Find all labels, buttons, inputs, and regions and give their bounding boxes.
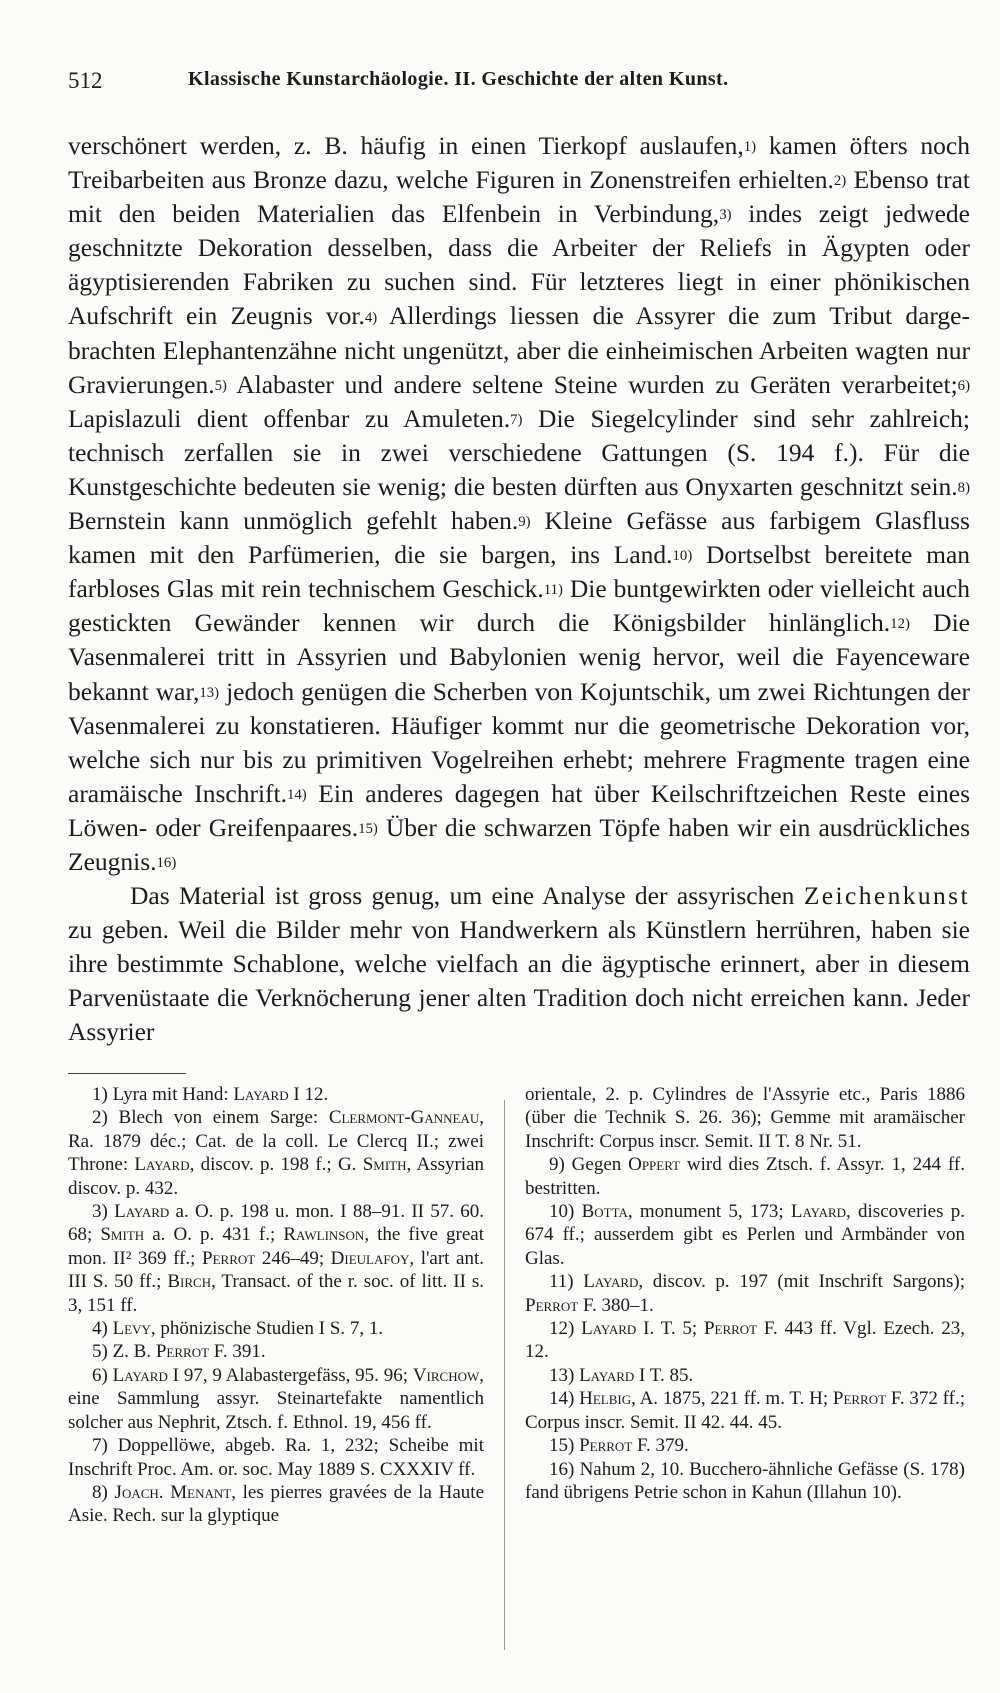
text-run: I 97, 9 Alabastergefäss, 95. 96; [167,1364,413,1386]
text-run: Doppellöwe, abgeb. Ra. 1, 232; Scheibe mit Inschrift Proc. Am. or. soc. May 1889 S. CXXXIV ff. [68,1435,484,1480]
footnote-ref-1: 1) [743,139,757,156]
author-name: Perrot [832,1388,887,1410]
footnote-ref-9: 9) [518,514,531,531]
footnote-2 [68,1106,484,1200]
author-name: Dieulafoy [330,1247,410,1269]
text-run: Das Material ist gross genug, um eine Analyse der assyrischen [130,881,804,911]
text-run: F. 379. [632,1435,689,1457]
footnote-number: 16) [549,1458,575,1480]
text-run: Allerdings liessen die Assyrer die zum Tribut dargebrachten Elephantenzähne nicht ungenützt, aber die einheimischen Arbeiten wagten nur Gravierungen. [68,301,970,399]
footnote-ref-5: 5) [214,377,227,394]
author-name: Layard [583,1271,639,1293]
text-run: F. 380–1. [578,1294,654,1316]
text-run: Die Siegelcylinder sind sehr zahlreich; technisch zerfallen sie in zwei verschiedene Gattungen (S. 194 f.). Für die Kunstgeschichte bedeuten sie wenig; die besten dürften aus Onyxarten geschnitzt sein. [68,403,970,501]
text-run: , phönizische Studien I S. 7, 1. [150,1318,384,1340]
text-run: Bernstein kann unmöglich gefehlt haben. [68,506,519,536]
footnote-ref-13: 13) [199,684,220,701]
footnote-number: 13) [549,1364,575,1386]
footnote-number: 6) [92,1364,108,1386]
author-name: Helbig [579,1388,632,1410]
text-run: jedoch genügen die Scherben von Kojuntschik, um zwei Richtungen der Vasenmalerei zu konstatieren. Häufiger kommt nur die geometrische Dekoration vor, welche sich nur bis zu primitiven Vogelreihen erhebt; mehrere Fragmente tragen eine aramäische Inschrift. [68,676,970,808]
text-run: kamen öfters noch Treibarbeiten aus Bronze dazu, welche Figuren in Zonenstreifen erhielten. [68,131,970,195]
page-number: 512 [68,68,103,93]
running-title: Klassische Kunstarchäologie. II. Geschichte der alten Kunst. [188,68,729,90]
author-name: Oppert [628,1154,681,1176]
footnote-number: 9) [549,1154,565,1176]
author-name: Clermont-Ganneau [328,1107,480,1129]
footnote-number: 2) [92,1107,108,1129]
author-name: Joach. Menant [114,1481,232,1503]
footnote-number: 1) [92,1084,108,1105]
footnote-5 [68,1340,484,1363]
text-run: a. O. p. 431 f.; [144,1224,284,1246]
author-name: Layard [581,1318,637,1340]
text-run: , l'art ant. III S. 50 ff.; [68,1247,484,1293]
text-run [574,1201,581,1222]
footnote-number: 15) [549,1435,575,1457]
author-name: Perrot [202,1247,256,1269]
footnote-ref-7: 7) [510,411,523,428]
text-run: Über die schwarzen Töpfe haben wir ein ausdrückliches Zeugnis. [68,812,970,876]
footnote-ref-8: 8) [957,479,970,496]
footnote-16 [525,1458,965,1505]
text-run: Die buntgewirkten oder vielleicht auch gestickten Gewänder kennen wir durch die Königsbilder hinlänglich. [68,574,970,638]
author-name: Perrot [525,1294,579,1316]
text-run: Ein anderes dagegen hat über Keilschriftzeichen Reste eines Löwen- oder Greifenpaares. [68,778,970,842]
text-run: verschönert werden, z. B. häufig in einen Tierkopf auslaufen, [68,131,744,160]
author-name: Botta [581,1201,628,1223]
text-run [108,1482,115,1503]
footnote-15 [525,1434,965,1457]
footnote-number: 5) [92,1341,108,1363]
text-run: Alabaster und andere seltene Steine wurden zu Geräten verarbeitet; [226,369,958,399]
author-name: Layard [579,1364,635,1386]
text-run: 246–49; [255,1247,331,1269]
author-name: Perrot [579,1435,633,1457]
text-run: F. 443 ff. Vgl. Ezech. 23, 12. [525,1318,966,1363]
text-run: Gegen [564,1154,629,1176]
text-run: a. O. p. 198 u. mon. I 88–91. II 57. 60. 68; [68,1201,485,1246]
paragraph-1 [68,129,970,879]
footnote-12 [525,1317,965,1364]
text-run: I. T. 5; [636,1318,704,1340]
author-name: Virchow [412,1364,480,1386]
footnote-number: 7) [92,1435,108,1457]
footnote-ref-3: 3) [719,207,732,224]
text-run: F. 372 ff.; Corpus inscr. Semit. II 42. 44. 45. [525,1388,966,1433]
text-run [574,1271,584,1292]
text-run: , Ra. 1879 déc.; Cat. de la coll. Le Clercq II.; zwei Throne: [68,1107,484,1176]
text-run: F. 391. [209,1341,266,1363]
text-run: , Assyrian discov. p. 432. [68,1154,485,1199]
text-run: zu geben. Weil die Bilder mehr von Handwerkern als Künstlern herrühren, haben sie ihre bestimmte Schablone, welche vielfach an die ägyptische erinnert, aber in diesem Parvenüstaate die Verknöcherung jener alten Tradition doch nicht erreichen kann. Jeder Assyrier [68,915,970,1047]
footnote-1 [68,1083,484,1106]
author-name: Layard [134,1154,190,1176]
footnote-ref-15: 15) [358,820,378,837]
text-run: indes zeigt jedwede geschnitzte Dekoration desselben, dass die Arbeiter der Reliefs in Ägypten oder ägyptisierenden Fabriken zu suchen sind. Für letzteres liegt in einer phönikischen Aufschrift ein Zeugnis vor. [68,199,970,331]
author-name: Layard [114,1201,170,1223]
footnote-ref-10: 10) [672,548,693,565]
footnote-ref-14: 14) [287,786,307,803]
text-run: Kleine Gefässe aus farbigem Glasfluss kamen mit den Parfümerien, die sie bargen, ins Land. [68,506,970,570]
text-run: , eine Sammlung assyr. Steinartefakte namentlich solcher aus Nephrit, Ztsch. f. Ethnol. 19, 456 ff. [68,1364,485,1433]
text-run: wird dies Ztsch. f. Assyr. 1, 244 ff. bestritten. [525,1154,965,1199]
footnote-number: 4) [92,1318,108,1340]
author-name: Layard [112,1364,168,1386]
footnote-ref-16: 16) [156,855,177,872]
column-divider [504,1100,505,1650]
text-run: , the five great mon. II² 369 ff.; [68,1224,484,1269]
footnote-number: 14) [549,1388,575,1410]
text-run: , les pierres gravées de la Haute Asie. Rech. sur la glyptique [68,1481,485,1527]
text-run: , Transact. of the r. soc. of litt. II s. 3, 151 ff. [68,1271,484,1316]
footnote-ref-11: 11) [543,582,563,599]
text-run: I T. 85. [634,1364,694,1386]
footnote-4 [68,1317,484,1340]
author-name: Birch [167,1271,212,1293]
author-name: Smith [362,1154,407,1176]
footnote-3 [68,1200,484,1317]
footnote-number: 8) [92,1481,108,1503]
text-run: , monument 5, 173; [627,1201,791,1223]
footnote-14 [525,1387,965,1434]
text-run: , discov. p. 197 (mit Inschrift Sargons); [638,1271,965,1293]
page-header [68,60,930,100]
author-name: Levy [112,1318,151,1340]
text-run: , discov. p. 198 f.; G. [189,1154,363,1176]
text-run: Z. B. [107,1341,156,1363]
text-run: , A. 1875, 221 ff. m. T. H; [631,1388,833,1410]
footnote-7 [68,1434,484,1481]
text-run: Ebenso trat mit den beiden Materialien das Elfenbein in Verbindung, [68,165,970,229]
footnote-11 [525,1270,965,1317]
author-name: Smith [100,1224,145,1246]
author-name: Perrot [703,1318,758,1340]
author-name: Layard [790,1201,847,1223]
text-run: Nahum 2, 10. Bucchero-ähnliche Gefässe (S. 178) fand übrigens Petrie schon in Kahun (Illahun 10). [525,1458,965,1503]
footnotes-left-column [68,1083,484,1528]
footnote-ref-2: 2) [833,173,847,190]
main-text [68,129,970,1050]
paragraph-2 [68,879,970,1049]
text-run: Dortselbst bereitete man farbloses Glas mit rein technischem Geschick. [68,540,971,604]
text-run: Lapislazuli dient offenbar zu Amuleten. [68,403,511,433]
author-name: Rawlinson [283,1224,365,1246]
footnote-ref-12: 12) [890,616,910,633]
text-run: Blech von einem Sarge: [107,1107,329,1129]
text-run: I 12. [288,1084,329,1105]
footnotes-right-column [525,1083,965,1504]
footnote-13 [525,1364,965,1387]
footnote-number: 12) [549,1318,575,1340]
footnote-9 [525,1153,965,1200]
footnote-8-continued: orientale, 2. p. Cylindres de l'Assyrie etc., Paris 1886 (über die Technik S. 26. 36); Gemme mit aramäischer Inschrift: Corpus inscr. Semit. II T. 8 Nr. 51. [525,1084,965,1152]
footnote-rule [68,1073,186,1074]
footnote-10 [525,1200,965,1270]
footnote-ref-6: 6) [957,377,970,394]
text-run: Die Vasenmalerei tritt in Assyrien und Babylonien wenig hervor, weil die Fayenceware bekannt war, [68,608,970,706]
footnote-ref-4: 4) [364,309,378,326]
footnote-6 [68,1364,484,1434]
author-name: Layard [233,1084,289,1105]
text-run: Lyra mit Hand: [107,1084,234,1105]
footnote-number: 11) [549,1271,574,1293]
author-name: Perrot [155,1341,210,1363]
footnote-number: 3) [92,1201,108,1223]
text-run: , discoveries p. 674 ff.; ausserdem gibt es Perlen und Armbänder von Glas. [525,1201,965,1269]
footnote-8 [68,1481,484,1528]
footnote-number: 10) [549,1201,575,1223]
spaced-term: Zeichenkunst [803,881,970,911]
